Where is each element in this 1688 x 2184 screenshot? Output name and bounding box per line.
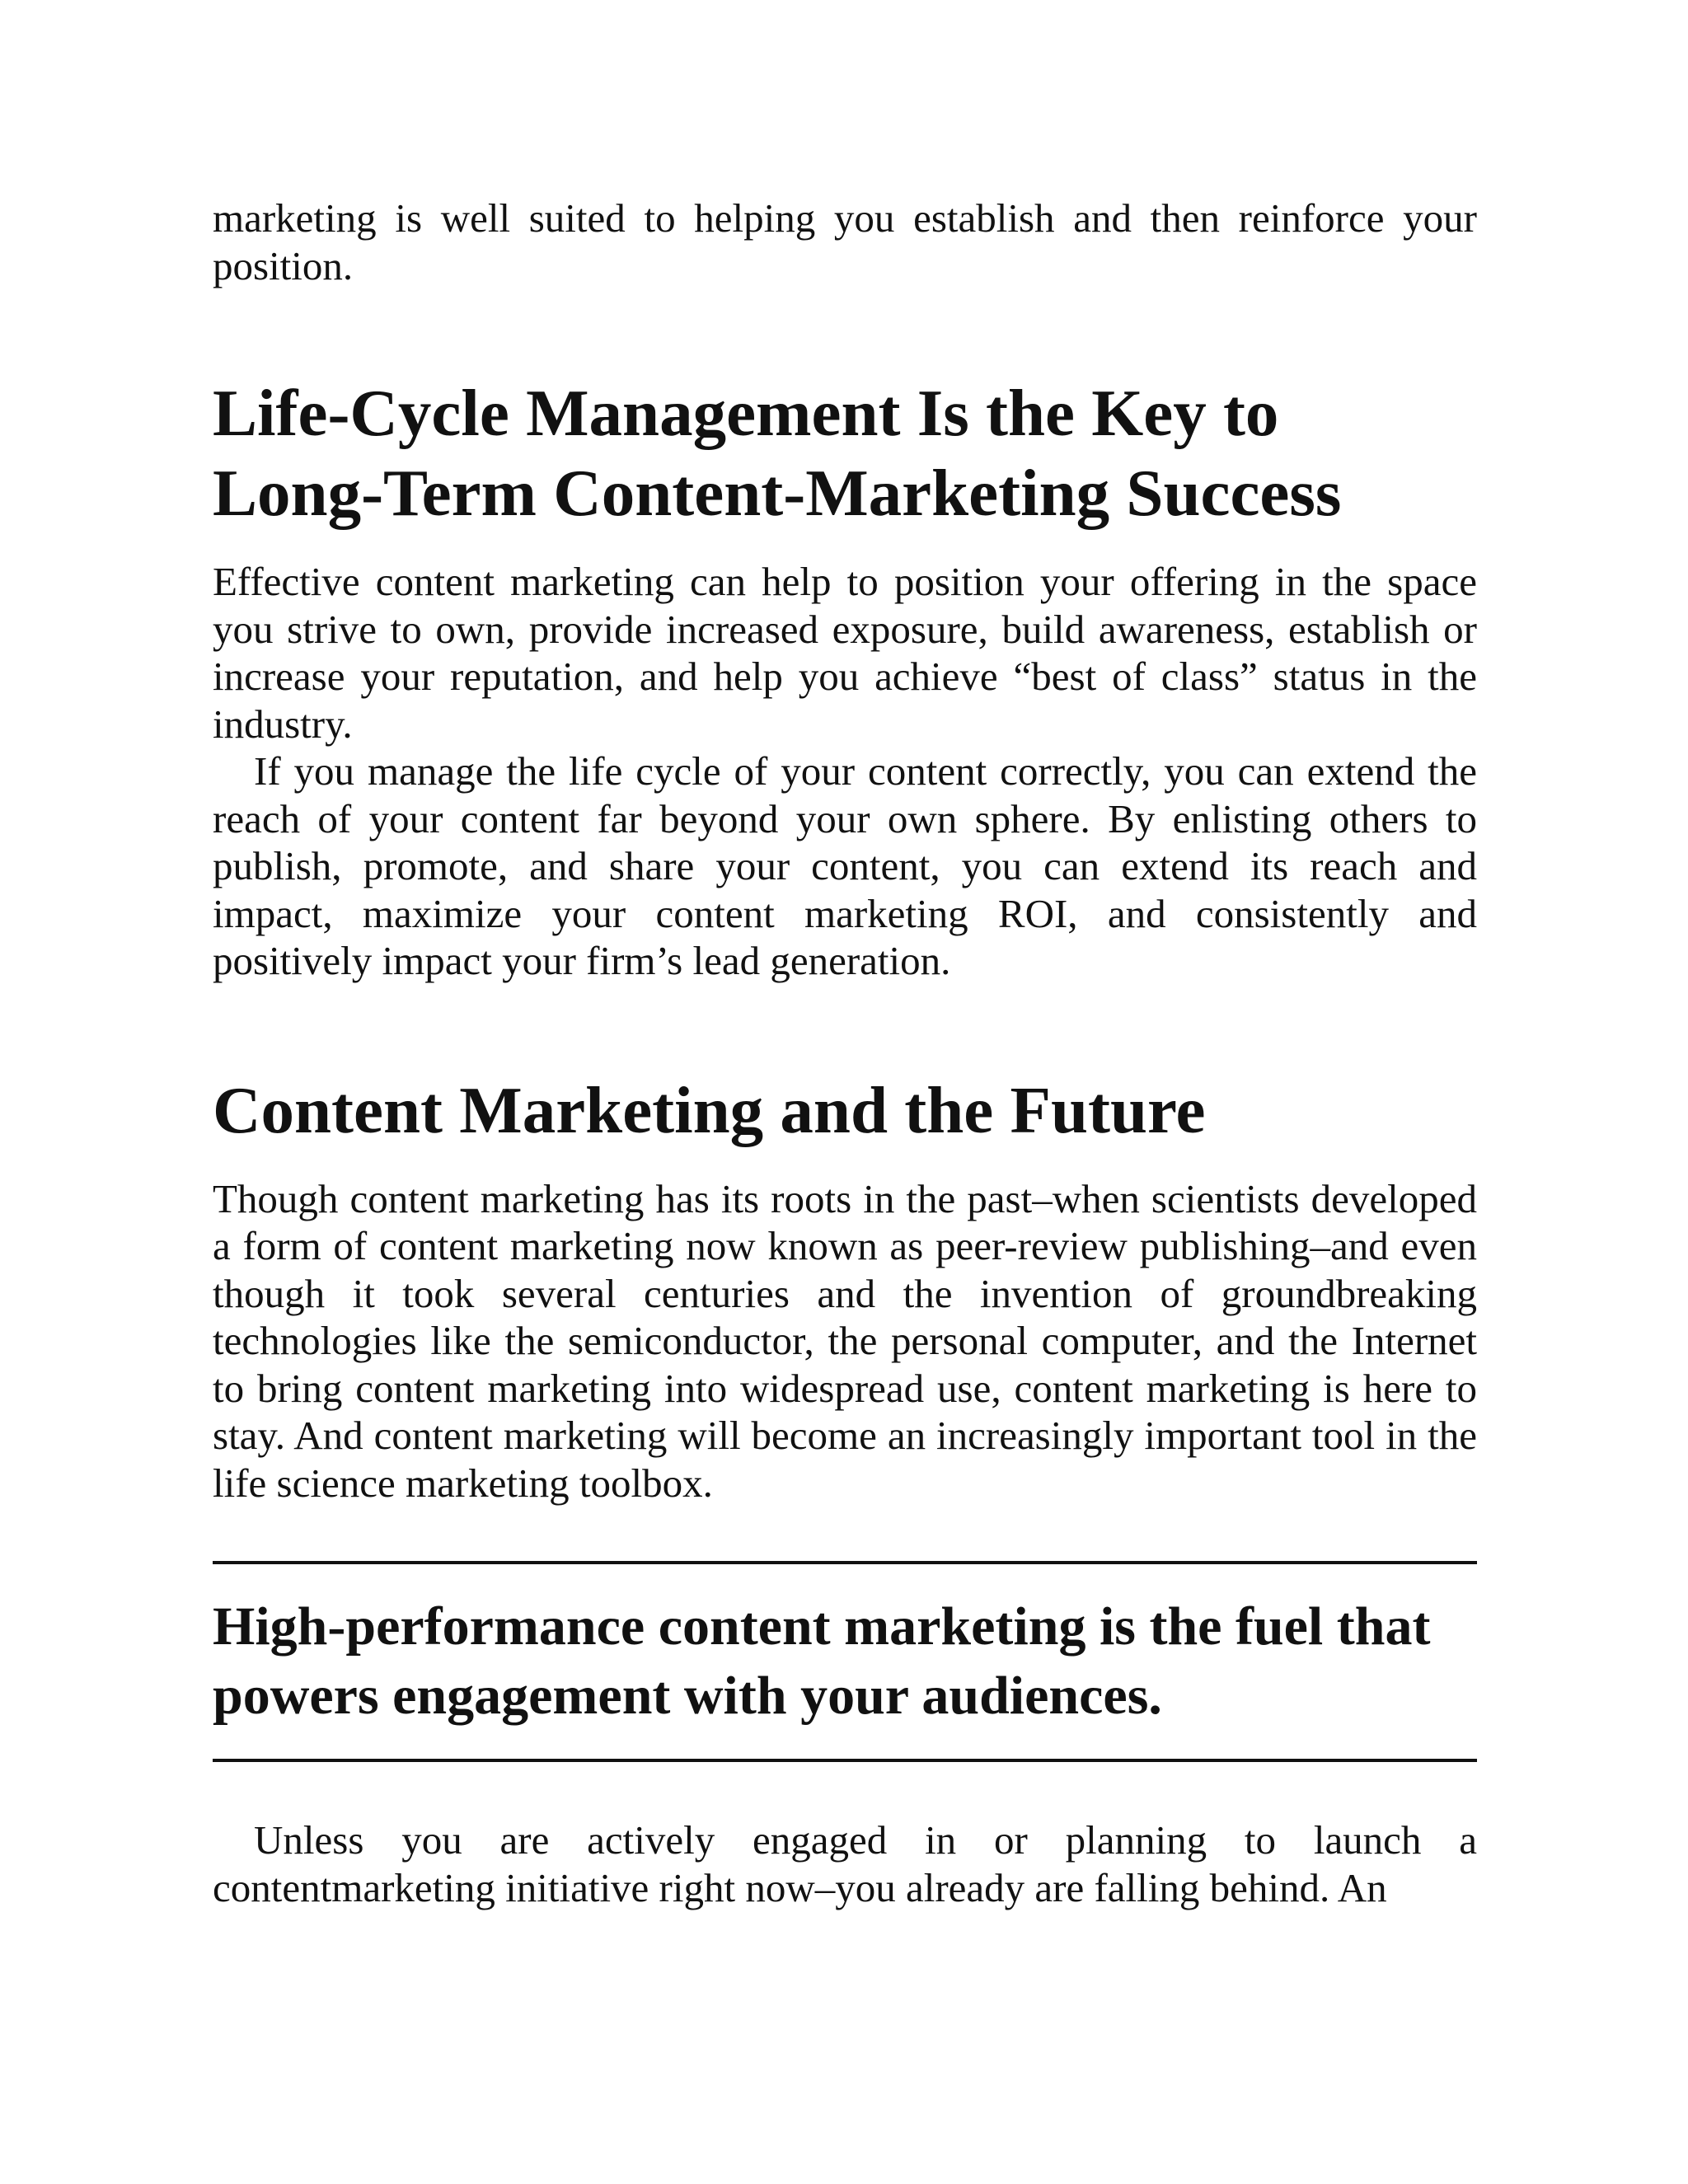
pull-quote: High-performance content marketing is the fuel that powers engagement with your audiences. <box>213 1596 1431 1726</box>
pull-quote-block <box>213 1561 1477 1762</box>
closing-paragraph: Unless you are actively engaged in or planning to launch a contentmarketing initiative right now–you already are falling behind. An <box>213 1817 1477 1910</box>
section-heading-future: Content Marketing and the Future <box>213 1072 1206 1147</box>
continuation-paragraph: marketing is well suited to helping you establish and then reinforce your position. <box>213 195 1477 288</box>
section-heading-life-cycle: Life-Cycle Management Is the Key to Long-Term Content-Marketing Success <box>213 376 1342 530</box>
divider-bottom <box>213 1759 1477 1762</box>
body-paragraph: Though content marketing has its roots in the past–when scientists developed a form of content marketing now known as peer-review publishing–and even though it took several centuries and the invention of groundbreaking technologies like the semiconductor, the personal computer, and the Internet to bring content marketing into widespread use, content marketing is here to stay. And content marketing will become an increasingly important tool in the life science marketing toolbox. <box>213 1175 1477 1506</box>
document-page <box>213 194 1477 1911</box>
divider-top <box>213 1561 1477 1564</box>
body-paragraph: If you manage the life cycle of your content correctly, you can extend the reach of your content far beyond your own sphere. By enlisting others to publish, promote, and share your content, you can extend its reach and impact, maximize your content marketing ROI, and consistently and positively impact your firm’s lead generation. <box>213 748 1477 983</box>
body-paragraph: Effective content marketing can help to position your offering in the space you strive to own, provide increased exposure, build awareness, establish or increase your reputation, and help you achieve “best of class” status in the industry. <box>213 559 1477 747</box>
